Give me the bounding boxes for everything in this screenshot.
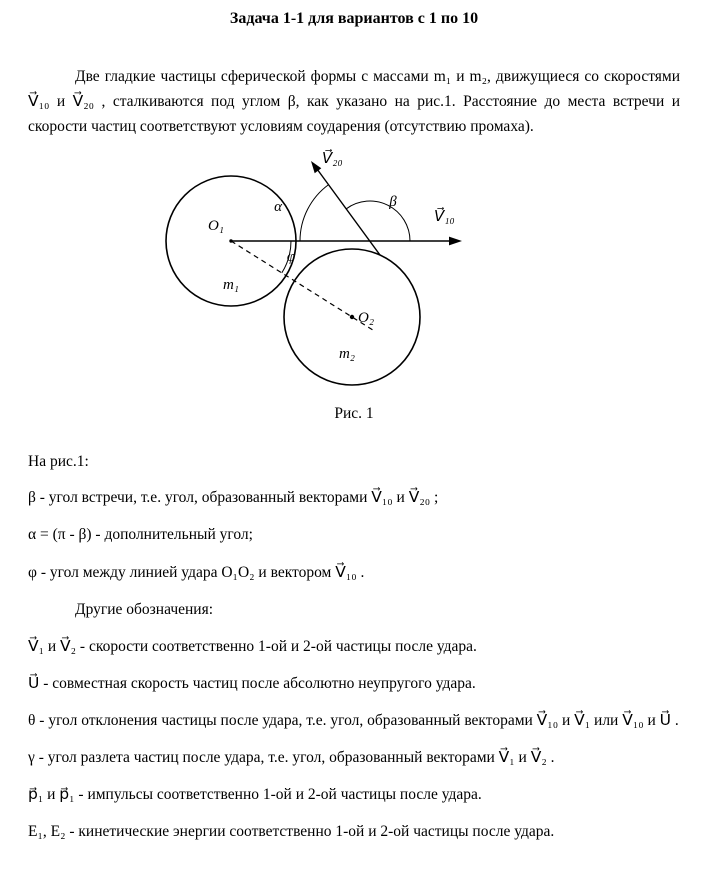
note-alpha: α = (π - β) - дополнительный угол; xyxy=(28,526,253,544)
alpha-angle-arc xyxy=(300,185,329,241)
definition-theta: θ - угол отклонения частицы после удара, т.е. угол, образованный векторами V⃗₁₀ и V⃗₁ или V⃗₁₀ и U⃗ . xyxy=(28,711,679,729)
collision-diagram xyxy=(144,149,564,401)
v20-arrowhead xyxy=(311,161,321,173)
definition-v1-v2: V⃗₁ и V⃗₂ - скорости соответственно 1-ой и 2-ой частицы после удара. xyxy=(28,637,477,655)
m1-label: m₁ xyxy=(222,277,240,294)
definition-impulses: p⃗₁ и p⃗₁ - импульсы соответственно 1-ой и 2-ой частицы после удара. xyxy=(28,786,482,804)
v10-label: V⃗₁₀ xyxy=(434,209,455,226)
note-beta: β - угол встречи, т.е. угол, образованный векторами V⃗₁₀ и V⃗₂₀ ; xyxy=(28,489,439,507)
definition-u: U⃗ - совместная скорость частиц после абсолютно неупругого удара. xyxy=(28,674,476,692)
note-phi: φ - угол между линией удара O₁O₂ и вектором V⃗₁₀ . xyxy=(28,563,365,581)
definition-energies: E₁, E₂ - кинетические энергии соответственно 1-ой и 2-ой частицы после удара. xyxy=(28,823,555,841)
notes-heading: На рис.1: xyxy=(28,453,89,471)
o1-label: O₁ xyxy=(207,218,225,235)
page-title: Задача 1-1 для вариантов с 1 по 10 xyxy=(229,10,479,27)
o2-label: O₂ xyxy=(358,310,375,327)
o1-center-dot xyxy=(229,240,232,243)
definition-gamma: γ - угол разлета частиц после удара, т.е. угол, образованный векторами V⃗₁ и V⃗₂ . xyxy=(28,749,555,767)
alpha-label: α xyxy=(274,199,282,216)
v10-arrowhead xyxy=(449,237,462,246)
figure-1 xyxy=(28,149,680,423)
other-designations-heading: Другие обозначения: xyxy=(75,600,214,618)
beta-label: β xyxy=(389,194,397,211)
intro-paragraph: Две гладкие частицы сферической формы с массами m₁ и m₂, движущиеся со скоростями V⃗₁₀ и V⃗₂₀ , сталкиваются под углом β, как указано на рис.1. Расстояние до места встречи и скорости частиц соответствуют условиям соударения (отсутствию промаха). xyxy=(28,68,680,136)
figure-caption: Рис. 1 xyxy=(334,405,374,423)
o2-center-dot xyxy=(350,315,354,319)
v20-label: V⃗₂₀ xyxy=(322,151,343,168)
m2-label: m₂ xyxy=(338,346,356,363)
phi-label: φ xyxy=(286,249,296,266)
